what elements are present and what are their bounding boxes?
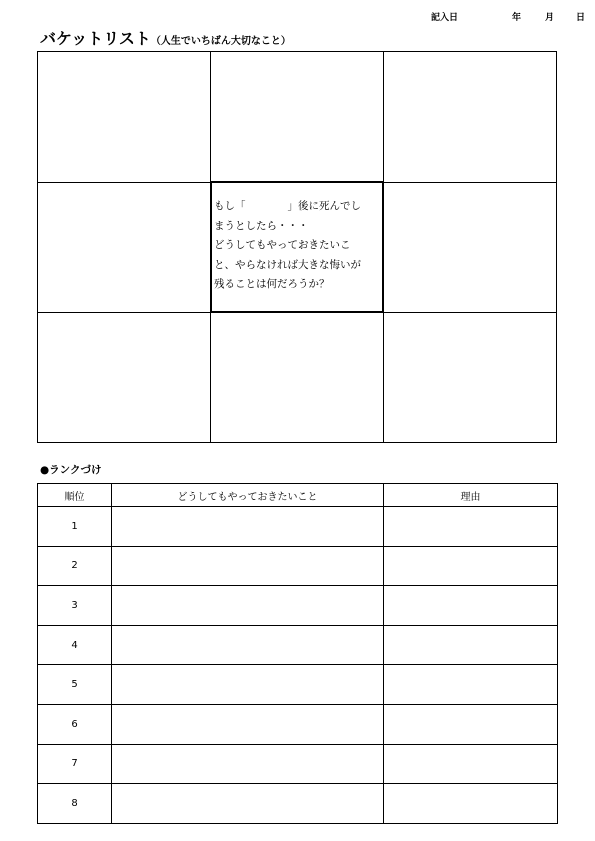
rank-number: 2 bbox=[38, 546, 112, 586]
table-row bbox=[38, 784, 558, 824]
table-row bbox=[38, 546, 558, 586]
reason-cell[interactable] bbox=[384, 704, 558, 744]
table-row bbox=[38, 704, 558, 744]
ranking-table bbox=[37, 483, 558, 824]
rank-number: 7 bbox=[38, 744, 112, 784]
table-header-row bbox=[38, 484, 558, 507]
rank-number: 3 bbox=[38, 586, 112, 626]
grid-cell-writing-area[interactable] bbox=[211, 52, 383, 182]
reason-cell[interactable] bbox=[384, 507, 558, 547]
rank-number: 1 bbox=[38, 507, 112, 547]
bucket-grid bbox=[37, 51, 557, 443]
item-cell[interactable] bbox=[112, 546, 384, 586]
reason-cell[interactable] bbox=[384, 586, 558, 626]
item-cell[interactable] bbox=[112, 665, 384, 705]
item-cell[interactable] bbox=[112, 507, 384, 547]
reason-cell[interactable] bbox=[384, 744, 558, 784]
rank-number: 5 bbox=[38, 665, 112, 705]
rank-number: 8 bbox=[38, 784, 112, 824]
year-label: 年 bbox=[512, 13, 522, 23]
grid-cell-writing-area[interactable] bbox=[384, 183, 556, 312]
column-header-rank: 順位 bbox=[38, 484, 112, 507]
reason-cell[interactable] bbox=[384, 625, 558, 665]
item-cell[interactable] bbox=[112, 586, 384, 626]
title-main: バケットリスト bbox=[40, 29, 151, 48]
reason-cell[interactable] bbox=[384, 546, 558, 586]
grid-cell-writing-area[interactable] bbox=[384, 52, 556, 182]
column-header-reason: 理由 bbox=[384, 484, 558, 507]
table-row bbox=[38, 665, 558, 705]
table-row bbox=[38, 586, 558, 626]
title-subtitle: （人生でいちばん大切なこと） bbox=[150, 36, 291, 47]
item-cell[interactable] bbox=[112, 784, 384, 824]
day-label: 日 bbox=[576, 13, 586, 23]
grid-cell-writing-area[interactable] bbox=[38, 183, 210, 312]
grid-cell-writing-area[interactable] bbox=[384, 313, 556, 442]
rank-number: 4 bbox=[38, 625, 112, 665]
prompt-line: まうとしたら・・・ bbox=[214, 219, 309, 232]
table-row bbox=[38, 507, 558, 547]
reason-cell[interactable] bbox=[384, 784, 558, 824]
grid-cell-writing-area[interactable] bbox=[38, 313, 210, 442]
reason-cell[interactable] bbox=[384, 665, 558, 705]
ranking-heading: ●ランクづけ bbox=[40, 464, 102, 476]
month-label: 月 bbox=[545, 13, 555, 23]
prompt-line: 残ることは何だろうか？ bbox=[214, 278, 330, 290]
column-header-item: どうしてもやっておきたいこと bbox=[112, 484, 384, 507]
grid-cell-writing-area[interactable] bbox=[211, 313, 383, 442]
prompt-line: と、やらなければ大きな悔いが bbox=[214, 258, 361, 271]
item-cell[interactable] bbox=[112, 744, 384, 784]
item-cell[interactable] bbox=[112, 704, 384, 744]
center-prompt-cell bbox=[210, 181, 384, 313]
page-title bbox=[40, 26, 291, 49]
table-row bbox=[38, 744, 558, 784]
date-label: 記入日 bbox=[431, 13, 459, 23]
table-row bbox=[38, 625, 558, 665]
prompt-line: どうしてもやっておきたいこ bbox=[214, 239, 351, 251]
prompt-line: もし「 」後に死んでし bbox=[214, 200, 361, 212]
item-cell[interactable] bbox=[112, 625, 384, 665]
rank-number: 6 bbox=[38, 704, 112, 744]
grid-cell-writing-area[interactable] bbox=[38, 52, 210, 182]
